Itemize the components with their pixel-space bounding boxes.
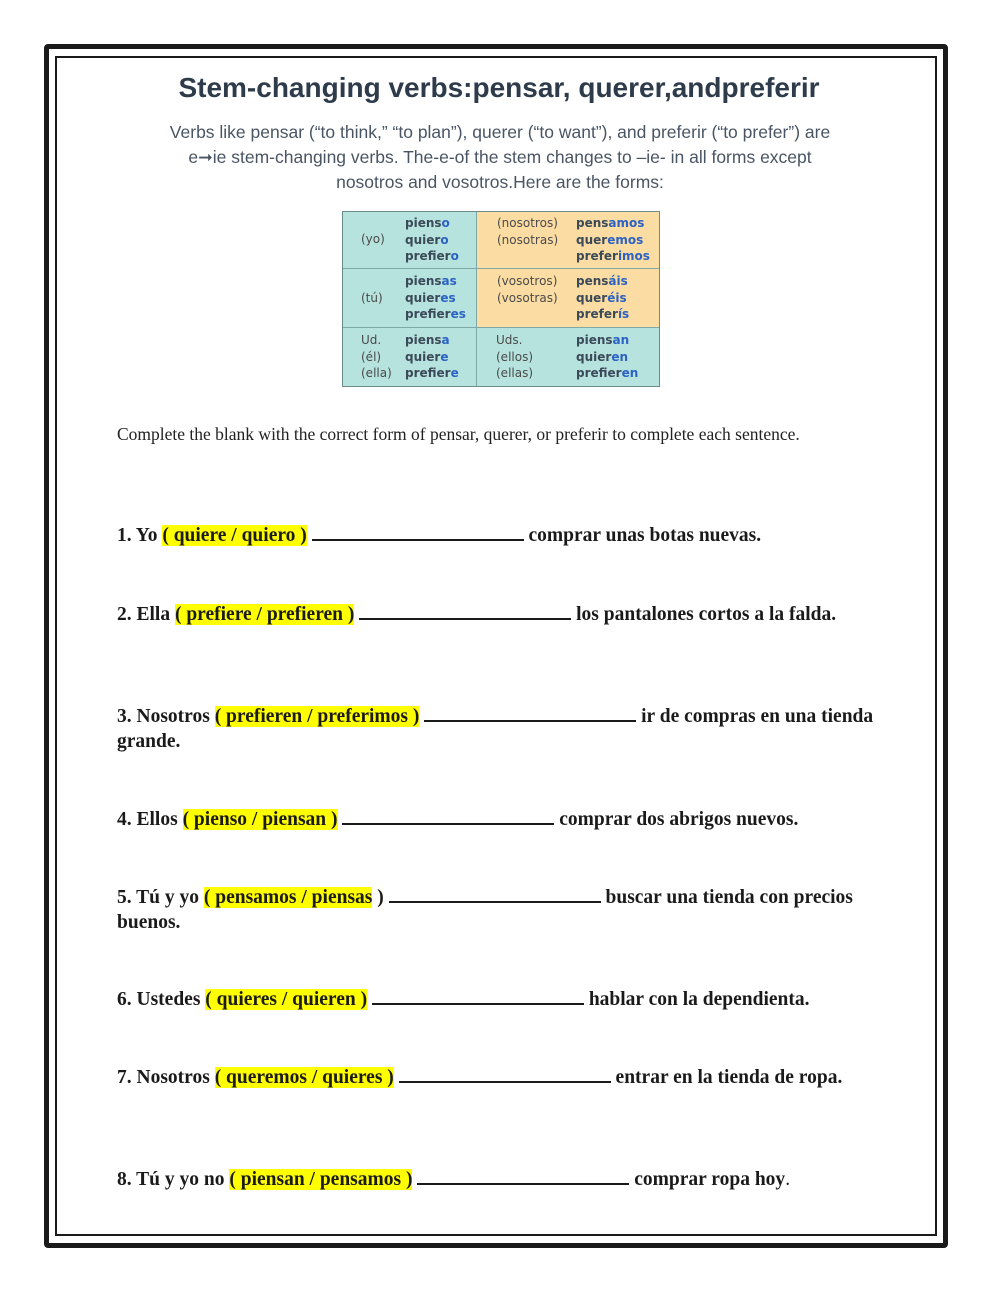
answer-blank[interactable] <box>342 807 554 825</box>
question-4: 4. Ellos ( pienso / piensan ) comprar dos abrigos nuevos. <box>117 809 799 830</box>
verb-forms-uds <box>576 332 638 382</box>
question-2: 2. Ella ( prefiere / prefieren ) los pantalones cortos a la falda. <box>117 604 837 625</box>
verb-form: prefieres <box>405 307 466 321</box>
verb-form: quieres <box>405 290 456 305</box>
conjugation-table <box>342 211 660 387</box>
intro-line: e➞ie stem-changing verbs. The-e-of the stem changes to –ie- in all forms except <box>188 147 812 167</box>
answer-options: ( pienso / piensan ) <box>182 809 338 830</box>
verb-form: quieren <box>576 349 628 364</box>
pronoun-uds: Uds. (ellos) (ellas) <box>496 333 534 380</box>
answer-blank[interactable] <box>424 704 636 722</box>
intro-paragraph <box>120 120 880 195</box>
verb-forms-nosotros <box>576 215 650 265</box>
verb-form: quiere <box>405 349 449 364</box>
verb-form: piensan <box>576 333 630 347</box>
answer-blank[interactable] <box>417 1167 629 1185</box>
answer-options: ( prefieren / preferimos ) <box>214 706 420 727</box>
verb-form: piensas <box>405 274 457 288</box>
verb-form: pensáis <box>576 274 628 288</box>
verb-form: preferís <box>576 307 630 321</box>
answer-options: ( piensan / pensamos ) <box>229 1169 413 1190</box>
question-5: 5. Tú y yo ( pensamos / piensas ) buscar una tienda con precios buenos. <box>117 887 853 933</box>
verb-forms-ud <box>405 332 459 382</box>
intro-line: nosotros and vosotros.Here are the forms: <box>336 172 664 192</box>
table-cell-tu <box>343 269 477 328</box>
verb-form: preferimos <box>576 249 650 263</box>
table-cell-vosotros <box>477 269 659 328</box>
verb-form: queréis <box>576 290 627 305</box>
verb-form: quiero <box>405 232 449 247</box>
verb-form: queremos <box>576 232 644 247</box>
question-8: 8. Tú y yo no ( piensan / pensamos ) comprar ropa hoy. <box>117 1169 791 1190</box>
verb-forms-tu <box>405 273 466 323</box>
verb-form: pensamos <box>576 216 645 230</box>
table-cell-yo <box>343 212 477 269</box>
answer-blank[interactable] <box>399 1065 611 1083</box>
answer-options: ( quiere / quiero ) <box>162 525 307 546</box>
question-3: 3. Nosotros ( prefieren / preferimos ) ir de compras en una tienda grande. <box>117 706 874 752</box>
answer-options: ( quieres / quieren ) <box>205 989 368 1010</box>
verb-form: prefieren <box>576 366 639 380</box>
answer-options: ( prefiere / prefieren ) <box>174 604 355 625</box>
answer-blank[interactable] <box>359 602 571 620</box>
pronoun-vosotros: (vosotros) (vosotras) <box>497 274 558 305</box>
question-7: 7. Nosotros ( queremos / quieres ) entrar en la tienda de ropa. <box>117 1067 843 1088</box>
verb-form: pienso <box>405 216 450 230</box>
answer-blank[interactable] <box>389 885 601 903</box>
verb-form: prefiere <box>405 366 459 380</box>
pronoun-nosotros: (nosotros) (nosotras) <box>497 216 559 247</box>
pronoun-tu: (tú) <box>361 291 383 305</box>
verb-form: piensa <box>405 333 450 347</box>
table-cell-nosotros <box>477 212 659 269</box>
instructions: Complete the blank with the correct form of pensar, querer, or preferir to complete each sentence. <box>117 424 800 444</box>
table-cell-uds <box>477 328 659 386</box>
answer-blank[interactable] <box>312 523 524 541</box>
table-cell-ud <box>343 328 477 386</box>
question-6: 6. Ustedes ( quieres / quieren ) hablar con la dependienta. <box>117 989 810 1010</box>
verb-form: prefiero <box>405 249 459 263</box>
verb-forms-vosotros <box>576 273 629 323</box>
answer-blank[interactable] <box>372 987 584 1005</box>
intro-line: Verbs like pensar (“to think,” “to plan”), querer (“to want”), and preferir (“to prefer”) are <box>169 122 831 142</box>
pronoun-yo: (yo) <box>361 232 385 246</box>
pronoun-ud: Ud. (él) (ella) <box>361 333 392 380</box>
page-title: Stem-changing verbs:pensar, querer,andpreferir <box>178 72 820 103</box>
answer-options: ( pensamos / piensas <box>203 887 373 908</box>
answer-options: ( queremos / quieres ) <box>214 1067 394 1088</box>
question-1: 1. Yo ( quiere / quiero ) comprar unas botas nuevas. <box>117 525 762 546</box>
verb-forms-yo <box>405 215 459 265</box>
